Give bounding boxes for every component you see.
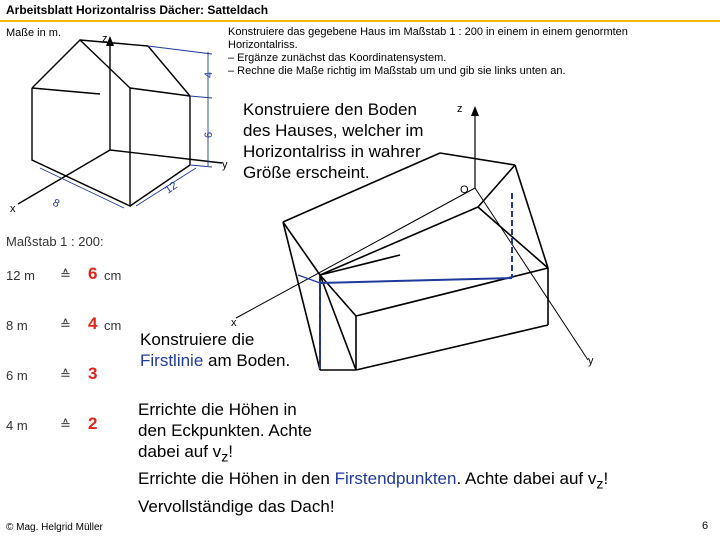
task-line: Konstruiere das gegebene Haus im Maßstab 1 : 200 in einem in einem genormten (228, 26, 628, 38)
corresponds-symbol: ≙ (60, 417, 71, 432)
scale-cm-value: 2 (88, 414, 98, 433)
y-axis (475, 188, 588, 360)
scale-cm-value: 4 (88, 314, 98, 333)
ridge-highlight: Firstlinie (140, 351, 204, 370)
dim-label-12: 12 (162, 179, 180, 197)
corresponds-symbol: ≙ (60, 267, 71, 282)
step-line (140, 350, 290, 371)
step-complete: Vervollständige das Dach! (138, 497, 335, 516)
page-number: 6 (702, 520, 709, 532)
copyright: © Mag. Helgrid Müller (6, 522, 103, 533)
scale-unit: cm (104, 318, 122, 333)
step-sub: z (596, 476, 604, 493)
step-sub: z (221, 449, 229, 466)
step-line: den Eckpunkten. Achte (138, 421, 312, 440)
step-ridge (140, 329, 290, 371)
scale-cm-value: 6 (88, 264, 98, 283)
scale-row (6, 414, 126, 440)
sketch-label-y: y (222, 159, 228, 171)
gable-face (32, 40, 130, 206)
step-text: Errichte die Höhen in den (138, 469, 335, 489)
scale-row (6, 264, 126, 290)
scale-row (6, 364, 126, 390)
firstendpunkte-highlight: Firstendpunkten (334, 469, 457, 489)
step-floor (243, 99, 423, 183)
task-line: Horizontalriss. (228, 39, 298, 51)
scale-row (6, 314, 126, 340)
dim-label-8: 8 (50, 196, 62, 211)
step-line (138, 468, 608, 495)
step-line: Größe erscheint. (243, 163, 370, 182)
step-line (138, 441, 608, 468)
scale-meters: 8 m (6, 318, 28, 333)
label-origin: O (460, 184, 469, 196)
step-text: dabei auf v (138, 442, 222, 461)
step-text: ! (228, 442, 233, 461)
scale-heading: Maßstab 1 : 200: (6, 234, 104, 249)
label-z: z (457, 103, 463, 115)
sketch-label-x: x (10, 203, 16, 215)
label-y: y (588, 355, 594, 367)
x-axis (236, 188, 475, 318)
step-text: am Boden. (203, 351, 291, 370)
step-heights (138, 399, 608, 496)
step-line: des Hauses, welcher im (243, 121, 424, 140)
dim-label-6: 6 (203, 131, 215, 138)
units-note: Maße in m. (6, 27, 62, 39)
scale-meters: 12 m (6, 268, 35, 283)
step-text: ! (603, 469, 609, 489)
z-axis-arrow (471, 106, 479, 116)
sketch-label-z: z (102, 33, 108, 45)
step-line: Konstruiere die (140, 330, 255, 349)
scale-unit: cm (104, 268, 122, 283)
task-bullet: – Ergänze zunächst das Koordinatensystem. (228, 52, 447, 64)
step-line: Horizontalriss in wahrer (243, 142, 421, 161)
step-line: Konstruiere den Boden (243, 100, 417, 119)
corresponds-symbol: ≙ (60, 367, 71, 382)
scale-meters: 4 m (6, 418, 28, 433)
corresponds-symbol: ≙ (60, 317, 71, 332)
step-line: Errichte die Höhen in (138, 400, 297, 419)
scale-meters: 6 m (6, 368, 28, 383)
dim-label-4: 4 (203, 71, 215, 78)
label-x: x (231, 317, 237, 329)
page-title: Arbeitsblatt Horizontalriss Dächer: Satteldach (6, 3, 269, 17)
ridge-line (320, 278, 512, 283)
house-sketch (18, 36, 222, 211)
step-text: . Achte dabei auf v (456, 469, 597, 489)
scale-cm-value: 3 (88, 364, 98, 383)
sketch-y-axis (110, 150, 222, 163)
task-bullet: – Rechne die Maße richtig im Maßstab um und gib sie links unten an. (228, 65, 566, 77)
